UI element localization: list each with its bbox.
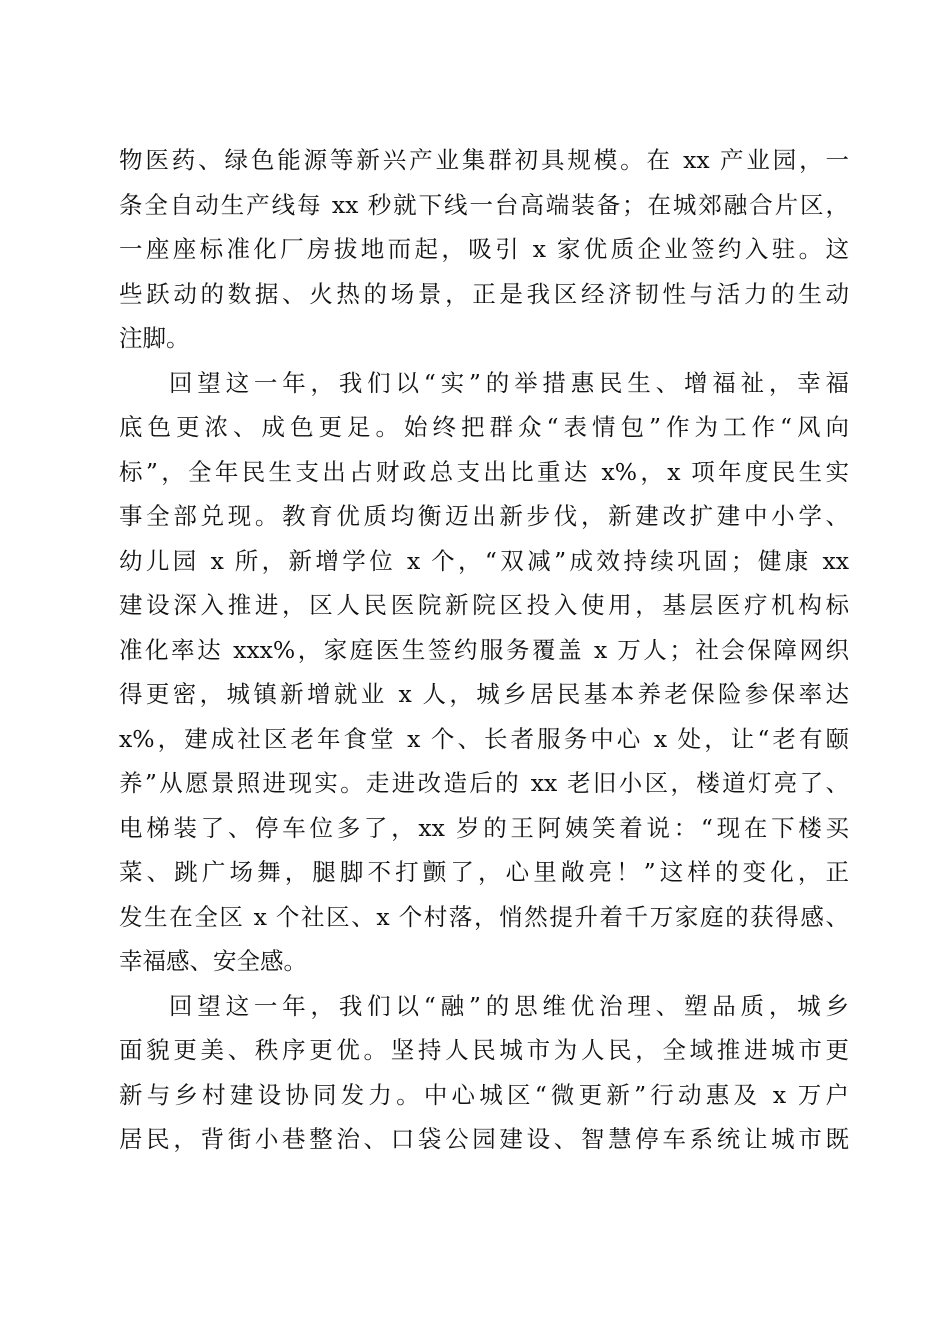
text-line: 回望这一年，我们以“融”的思维优治理、塑品质，城乡 [169,991,849,1020]
document-body [119,138,849,1162]
text-line: x%，建成社区老年食堂 x 个、长者服务中心 x 处，让“老有颐 [119,724,849,753]
text-line: 标”，全年民生支出占财政总支出比重达 x%，x 项年度民生实 [119,457,849,486]
text-line: 注脚。 [119,324,190,352]
text-line: 电梯装了、停车位多了，xx 岁的王阿姨笑着说：“现在下楼买 [119,813,849,842]
text-line: 幼儿园 x 所，新增学位 x 个，“双减”成效持续巩固；健康 xx [119,546,849,575]
text-line: 一座座标准化厂房拔地而起，吸引 x 家优质企业签约入驻。这 [119,235,849,263]
text-line: 些跃动的数据、火热的场景，正是我区经济韧性与活力的生动 [119,279,849,308]
text-line: 新与乡村建设协同发力。中心城区“微更新”行动惠及 x 万户 [119,1080,849,1109]
text-line: 回望这一年，我们以“实”的举措惠民生、增福祉，幸福 [169,368,849,397]
text-line: 面貌更美、秩序更优。坚持人民城市为人民，全域推进城市更 [119,1036,849,1064]
text-line: 居民，背街小巷整治、口袋公园建设、智慧停车系统让城市既 [119,1125,849,1153]
text-line: 幸福感、安全感。 [119,947,307,975]
text-line: 养”从愿景照进现实。走进改造后的 xx 老旧小区，楼道灯亮了、 [119,769,849,797]
text-line: 条全自动生产线每 xx 秒就下线一台高端装备；在城郊融合片区， [119,190,849,219]
text-line: 建设深入推进，区人民医院新院区投入使用，基层医疗机构标 [119,591,849,619]
text-line: 物医药、绿色能源等新兴产业集群初具规模。在 xx 产业园，一 [119,146,849,174]
text-line: 发生在全区 x 个社区、x 个村落，悄然提升着千万家庭的获得感、 [119,902,849,931]
text-line: 底色更浓、成色更足。始终把群众“表情包”作为工作“风向 [119,413,849,441]
text-line: 菜、跳广场舞，腿脚不打颤了，心里敞亮！”这样的变化，正 [119,858,849,886]
text-line: 事全部兑现。教育优质均衡迈出新步伐，新建改扩建中小学、 [119,502,849,530]
text-line: 准化率达 xxx%，家庭医生签约服务覆盖 x 万人；社会保障网织 [119,635,849,664]
text-line: 得更密，城镇新增就业 x 人，城乡居民基本养老保险参保率达 [119,680,849,708]
